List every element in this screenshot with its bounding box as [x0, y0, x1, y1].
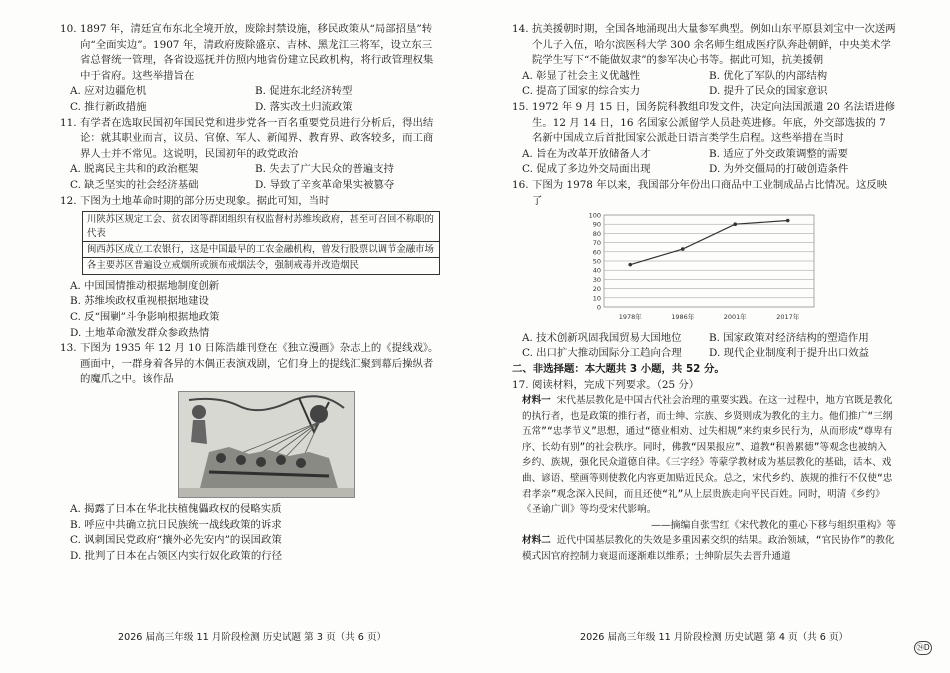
option-c[interactable]: C. 出口扩大推动国际分工趋向合理 — [522, 347, 682, 360]
y-tick-label: 100 — [588, 211, 601, 220]
y-tick-label: 90 — [592, 220, 601, 229]
question-16 — [512, 178, 896, 362]
data-point — [628, 263, 632, 267]
option-a[interactable]: A. 彰显了社会主义优越性 — [522, 69, 641, 82]
paper-code-badge: ㉔D — [914, 641, 932, 655]
y-tick-label: 70 — [592, 239, 601, 248]
question-13 — [60, 341, 440, 564]
option-b[interactable]: B. 适应了外交政策调整的需要 — [709, 147, 848, 160]
options — [60, 84, 440, 115]
options — [60, 279, 440, 341]
option-d[interactable]: D. 批判了日本在占领区内实行奴化政策的行径 — [70, 549, 282, 562]
question-stem: 下图为土地革命时期的部分历史现象。据此可知，当时 — [80, 194, 330, 207]
option-d[interactable]: D. 为外交僵局的打破创造条件 — [709, 163, 849, 176]
options — [512, 331, 896, 362]
x-tick-label: 2017年 — [776, 313, 800, 322]
option-d[interactable]: D. 落实改土归流政策 — [255, 100, 353, 113]
question-number: 16. — [512, 178, 529, 191]
option-b[interactable]: B. 苏维埃政权重视根据地建设 — [70, 295, 209, 308]
option-d[interactable]: D. 提升了民众的国家意识 — [709, 85, 828, 98]
history-phenomena-table — [82, 211, 440, 275]
page-3-column — [60, 22, 440, 564]
page-footer-right: 2026 届高三年级 11 月阶段检测 历史试题 第 4 页（共 6 页） — [580, 632, 849, 643]
y-tick-label: 40 — [592, 266, 601, 275]
question-stem: 阅读材料，完成下列要求。（25 分） — [532, 378, 700, 391]
option-a[interactable]: A. 脱离民主共和的政治框架 — [70, 163, 199, 176]
question-stem: 下图为 1978 年以来，我国部分年份出口商品中工业制成品占比情况。这反映了 — [532, 178, 888, 207]
question-12 — [60, 194, 440, 342]
data-point — [786, 219, 790, 223]
option-d[interactable]: D. 现代企业制度利于提升出口效益 — [709, 347, 870, 360]
options — [60, 162, 440, 193]
option-c[interactable]: C. 反“围剿”斗争影响根据地政策 — [70, 310, 220, 323]
question-stem: 下图为 1935 年 12 月 10 日陈浩雄刊登在《独立漫画》杂志上的《提线戏》。画面中，一群身着各异的木偶正表演戏剧，它们身上的提线汇聚到幕后操纵者的魔爪之中。该作品 — [80, 342, 439, 386]
question-10 — [60, 22, 440, 116]
material-1 — [512, 393, 896, 518]
option-d[interactable]: D. 土地革命激发群众参政热情 — [70, 326, 210, 339]
option-a[interactable]: A. 技术创新巩固我国贸易大国地位 — [522, 331, 682, 344]
question-stem: 1897 年，清廷宣布东北全境开放，废除封禁设施，移民政策从“局部招垦”转向“全面实边”。1907 年，清政府废除盛京、吉林、黑龙江三将军，设立东三省总督统一管理，各省设巡抚并仿照内地省份建立民政机构，将行政管理权集中于省府。这些举措旨在 — [80, 23, 434, 82]
y-tick-label: 20 — [592, 285, 601, 294]
material-label: 材料二 — [522, 535, 551, 547]
y-tick-label: 10 — [592, 294, 601, 303]
data-point — [733, 223, 737, 227]
option-d[interactable]: D. 导致了辛亥革命果实被篡夺 — [255, 178, 395, 191]
option-c[interactable]: C. 提高了国家的综合实力 — [522, 85, 641, 98]
y-tick-label: 50 — [592, 257, 601, 266]
material-text: 近代中国基层教化的失效是多重因素交织的结果。政治领域，“官民协作”的教化模式因官府控制力衰退而逐渐难以维系；士绅阶层失去晋升通道 — [522, 535, 895, 563]
option-c[interactable]: C. 促成了多边外交局面出现 — [522, 163, 651, 176]
y-tick-label: 30 — [592, 276, 601, 285]
material-label: 材料一 — [522, 395, 551, 407]
option-b[interactable]: B. 国家政策对经济结构的塑造作用 — [709, 331, 869, 344]
page-footer-left: 2026 届高三年级 11 月阶段检测 历史试题 第 3 页（共 6 页） — [118, 632, 387, 643]
option-a[interactable]: A. 应对边疆危机 — [70, 85, 147, 98]
x-tick-label: 2001年 — [723, 313, 747, 322]
question-number: 10. — [60, 23, 77, 35]
option-a[interactable]: A. 中国国情推动根据地制度创新 — [70, 279, 220, 292]
question-stem: 有学者在选取民国初年国民党和进步党各一百名重要党员进行分析后，得出结论：就其职业而言，议员、官僚、军人、新闻界、教育界、政客较多，而工商界人士并不常见。这说明，民国初年的政党政治 — [80, 116, 434, 160]
option-b[interactable]: B. 失去了广大民众的普遍支持 — [255, 163, 394, 176]
x-tick-label: 1986年 — [671, 313, 695, 322]
option-c[interactable]: C. 讽刺国民党政府“攘外必先安内”的误国政策 — [70, 534, 282, 547]
line-chart — [580, 211, 820, 323]
question-15 — [512, 100, 896, 178]
section-heading: 二、非选择题：本大题共 3 小题，共 52 分。 — [512, 362, 725, 375]
y-tick-label: 0 — [596, 303, 601, 312]
option-a[interactable]: A. 揭露了日本在华北扶植傀儡政权的侵略实质 — [70, 502, 282, 515]
table-row: 各主要苏区普遍设立戒烟所或颁布戒烟法令，强制戒毒并改造烟民 — [83, 257, 439, 273]
question-stem: 1972 年 9 月 15 日，国务院科教组印发文件，决定向法国派遣 20 名法语进修生。12 月 14 日，16 名国家公派留学人员赴英进修。年底，外交部选拔的 7 名新中国成立后首批国家公派赴日语言类学生启程。这些举措在当时 — [532, 100, 896, 145]
material-2 — [512, 533, 896, 564]
page-4-column — [512, 22, 896, 565]
option-c[interactable]: C. 推行新政措施 — [70, 100, 147, 113]
puppet-show-cartoon-icon — [179, 392, 354, 497]
question-14 — [512, 22, 896, 100]
export-share-chart — [580, 211, 896, 329]
question-17 — [512, 378, 896, 565]
material-text: 宋代基层教化是中国古代社会治理的重要实践。在这一过程中，地方官既是教化的执行者，也是政策的推行者，而士绅、宗族、乡贤则成为教化的主力。他们推广“三纲五常”“忠孝节义”思想，通过“德业相劝、过失相规”来约束乡民行为，从而形成“尊卑有序、长幼有别”的社会秩序。同时，佛教“因果报应”、道教“积善累德”等观念也被纳入乡约、族规，强化民众道德自律。《三字经》等蒙学教材成为基层教化的基础，话本、戏曲、谚语、壁画等则使教化内容更加贴近民众。总之，宋代乡约、族规的推行不仅使“忠君孝亲”观念深入民间，而且还使“礼”从上层贵族走向平民百姓。同时，明清《乡约》《圣谕广训》等均受宋代影响。 — [522, 395, 893, 516]
options — [512, 147, 896, 178]
option-b[interactable]: B. 优化了军队的内部结构 — [709, 69, 828, 82]
y-tick-label: 60 — [592, 248, 601, 257]
options — [60, 502, 440, 564]
question-number: 17. — [512, 378, 529, 391]
question-11 — [60, 116, 440, 194]
y-tick-label: 80 — [592, 230, 601, 239]
table-row: 闽西苏区成立工农银行，这是中国最早的工农金融机构，曾发行股票以调节金融市场 — [83, 241, 439, 257]
material-source: ——摘编自张雪红《宋代教化的重心下移与组织重构》等 — [651, 519, 896, 531]
option-b[interactable]: B. 促进东北经济转型 — [255, 85, 353, 98]
question-stem: 抗美援朝时期，全国各地涌现出大量参军典型。例如山东平原县刘宝中一次送两个儿子入伍，哈尔滨医科大学 300 余名师生组成医疗队奔赴朝鲜，中央美术学院学生写下“不能做奴隶”的参军决心书等。据此可知，抗美援朝 — [532, 23, 896, 67]
option-a[interactable]: A. 旨在为改革开放储备人才 — [522, 147, 651, 160]
options — [512, 69, 896, 100]
option-c[interactable]: C. 缺乏坚实的社会经济基础 — [70, 178, 199, 191]
option-b[interactable]: B. 呼应中共确立抗日民族统一战线政策的诉求 — [70, 518, 282, 531]
question-number: 15. — [512, 100, 529, 113]
question-number: 13. — [60, 342, 77, 355]
data-point — [681, 247, 685, 251]
question-number: 11. — [60, 116, 77, 129]
question-number: 14. — [512, 23, 529, 35]
table-row: 川陕苏区规定工会、贫农团等群团组织有权监督村苏维埃政府，甚至可召回不称职的代表 — [87, 214, 434, 239]
question-number: 12. — [60, 194, 77, 207]
x-tick-label: 1978年 — [618, 313, 642, 322]
cartoon-image — [178, 391, 355, 498]
